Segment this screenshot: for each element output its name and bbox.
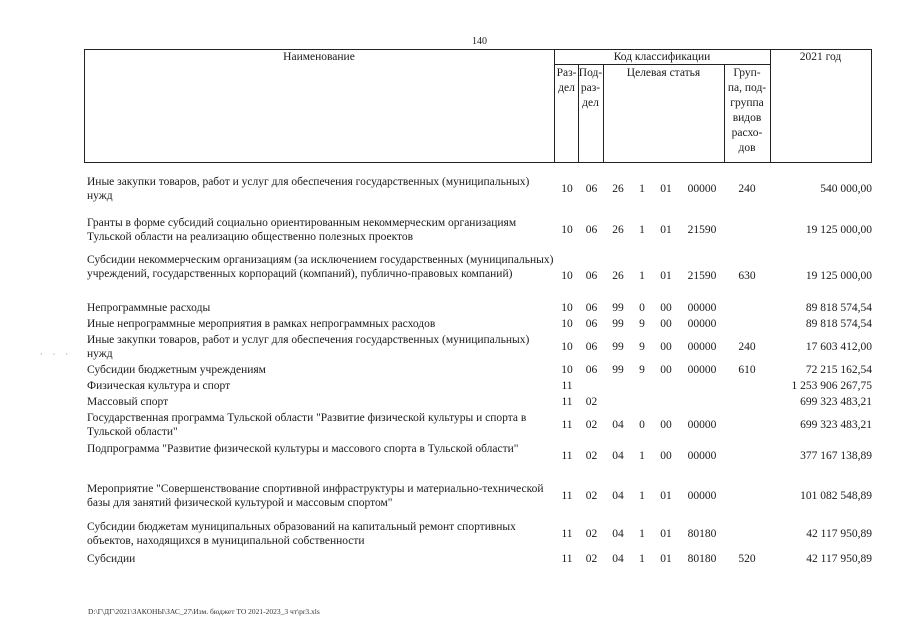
razdel-cell: 11	[561, 450, 573, 462]
target-direction-cell: 00000	[687, 450, 717, 462]
target-subprogram-cell: 9	[639, 341, 645, 353]
expense-group-cell: 610	[738, 364, 756, 376]
target-subprogram-cell: 9	[639, 318, 645, 330]
target-direction-cell: 00000	[687, 490, 717, 502]
target-direction-cell: 00000	[687, 183, 717, 195]
target-event-cell: 01	[660, 183, 672, 195]
header-name: Наименование	[283, 51, 355, 63]
row-name: Субсидии бюджетам муниципальных образований на капитальный ремонт спортивных объектов, находящихся в муниципальной собственности	[87, 521, 516, 547]
header-code: Код классификации	[613, 51, 711, 63]
target-event-cell: 01	[660, 270, 672, 282]
target-direction-cell: 21590	[687, 224, 717, 236]
target-subprogram-cell: 1	[639, 450, 645, 462]
row-name: Подпрограмма "Развитие физической культуры и массового спорта в Тульской области"	[87, 443, 519, 455]
podrazdel-cell: 02	[585, 553, 598, 565]
podrazdel-cell: 06	[585, 364, 598, 376]
amount-cell: 377 167 138,89	[800, 450, 872, 462]
razdel-cell: 11	[561, 419, 573, 431]
header-year: 2021 год	[799, 51, 842, 63]
page-number: 140	[472, 36, 487, 47]
amount-cell: 72 215 162,54	[805, 364, 872, 376]
razdel-cell: 11	[561, 396, 573, 408]
amount-cell: 699 323 483,21	[800, 419, 872, 431]
header-group	[724, 66, 770, 156]
header-group-line: дов	[738, 142, 756, 154]
row-name: Государственная программа Тульской области "Развитие физической культуры и спорта в Тульской области"	[87, 412, 527, 438]
podrazdel-cell: 06	[585, 224, 598, 236]
razdel-cell: 11	[561, 490, 573, 502]
header-left-border	[84, 49, 85, 163]
amount-cell: 89 818 574,54	[805, 302, 872, 314]
target-direction-cell: 80180	[687, 528, 717, 540]
header-group-line: видов	[732, 112, 762, 124]
header-podrazdel-line: дел	[582, 97, 599, 109]
target-program-cell: 26	[612, 224, 624, 236]
target-subprogram-cell: 1	[639, 528, 645, 540]
razdel-cell: 10	[561, 270, 573, 282]
razdel-cell: 11	[561, 528, 573, 540]
target-program-cell: 99	[612, 318, 624, 330]
target-event-cell: 00	[660, 450, 672, 462]
header-group-line: расхо-	[731, 127, 763, 139]
target-subprogram-cell: 0	[639, 419, 645, 431]
header-podrazdel-line: Под-	[578, 67, 603, 79]
footer-path: D:\Г\ДГ\2021\ЗАКОНЫ\ЗАС_27\Изм. бюджет ТО 2021-2023_3 чт\pr3.xls	[88, 607, 320, 616]
target-subprogram-cell: 1	[639, 553, 645, 565]
row-name: Субсидии некоммерческим организациям (за исключением государственных (муниципальных) учреждений, государственных корпораций (компаний), публично-правовых компаний)	[87, 254, 554, 280]
header-bottom-border	[84, 162, 872, 163]
header-right-border	[871, 49, 872, 163]
target-subprogram-cell: 1	[639, 270, 645, 282]
target-program-cell: 04	[612, 553, 624, 565]
podrazdel-cell: 02	[585, 490, 598, 502]
target-subprogram-cell: 1	[639, 183, 645, 195]
row-name: Субсидии бюджетным учреждениям	[87, 364, 266, 376]
expense-group-cell: 240	[738, 341, 756, 353]
amount-cell: 42 117 950,89	[806, 553, 872, 565]
amount-cell: 19 125 000,00	[805, 224, 872, 236]
target-direction-cell: 21590	[687, 270, 717, 282]
target-direction-cell: 00000	[687, 341, 717, 353]
target-program-cell: 26	[612, 270, 624, 282]
target-program-cell: 99	[612, 341, 624, 353]
expense-group-cell: 240	[738, 183, 756, 195]
amount-cell: 19 125 000,00	[805, 270, 872, 282]
amount-cell: 89 818 574,54	[805, 318, 872, 330]
row-name: Иные закупки товаров, работ и услуг для обеспечения государственных (муниципальных) нужд	[87, 176, 530, 202]
header-group-line: группа	[730, 97, 764, 109]
amount-cell: 101 082 548,89	[800, 490, 872, 502]
header-razdel-line: дел	[558, 82, 575, 94]
header-group-line: па, под-	[727, 82, 767, 94]
razdel-cell: 11	[561, 553, 573, 565]
row-name: Массовый спорт	[87, 396, 169, 408]
row-name: Непрограммные расходы	[87, 302, 211, 314]
target-event-cell: 01	[660, 490, 672, 502]
header-podrazdel	[578, 66, 603, 111]
podrazdel-cell: 02	[585, 528, 598, 540]
podrazdel-cell: 06	[585, 341, 598, 353]
razdel-cell: 10	[561, 318, 573, 330]
expense-group-cell: 520	[738, 553, 756, 565]
target-direction-cell: 00000	[687, 302, 717, 314]
target-event-cell: 00	[660, 302, 672, 314]
header-podrazdel-line: раз-	[580, 82, 601, 94]
target-program-cell: 99	[612, 364, 624, 376]
target-subprogram-cell: 9	[639, 364, 645, 376]
target-event-cell: 00	[660, 419, 672, 431]
target-event-cell: 00	[660, 318, 672, 330]
row-name: Субсидии	[87, 553, 136, 565]
razdel-cell: 10	[561, 224, 573, 236]
target-program-cell: 04	[612, 419, 624, 431]
razdel-cell: 10	[561, 302, 573, 314]
razdel-cell: 11	[561, 380, 573, 392]
target-event-cell: 01	[660, 224, 672, 236]
podrazdel-cell: 02	[585, 396, 598, 408]
target-subprogram-cell: 1	[639, 490, 645, 502]
row-name: Гранты в форме субсидий социально ориентированным некоммерческим организациям Тульской области на реализацию общественно полезных проектов	[87, 217, 517, 243]
razdel-cell: 10	[561, 364, 573, 376]
amount-cell: 540 000,00	[820, 183, 872, 195]
target-event-cell: 00	[660, 364, 672, 376]
target-event-cell: 00	[660, 341, 672, 353]
target-direction-cell: 80180	[687, 553, 717, 565]
header-razdel-line: Раз-	[556, 67, 577, 79]
podrazdel-cell: 06	[585, 270, 598, 282]
amount-cell: 699 323 483,21	[800, 396, 872, 408]
header-sep-group	[770, 49, 771, 163]
target-event-cell: 01	[660, 553, 672, 565]
podrazdel-cell: 06	[585, 318, 598, 330]
amount-cell: 42 117 950,89	[806, 528, 872, 540]
target-direction-cell: 00000	[687, 318, 717, 330]
amount-cell: 17 603 412,00	[805, 341, 872, 353]
amount-cell: 1 253 906 267,75	[791, 380, 872, 392]
scan-marks: · · ·	[40, 350, 72, 359]
header-razdel	[554, 66, 579, 96]
target-program-cell: 26	[612, 183, 624, 195]
podrazdel-cell: 02	[585, 419, 598, 431]
podrazdel-cell: 06	[585, 183, 598, 195]
target-program-cell: 04	[612, 528, 624, 540]
target-program-cell: 04	[612, 450, 624, 462]
razdel-cell: 10	[561, 183, 573, 195]
expense-group-cell: 630	[738, 270, 756, 282]
header-group-line: Груп-	[733, 67, 761, 79]
target-program-cell: 04	[612, 490, 624, 502]
row-name: Иные закупки товаров, работ и услуг для обеспечения государственных (муниципальных) нужд	[87, 334, 530, 360]
target-program-cell: 99	[612, 302, 624, 314]
podrazdel-cell: 02	[585, 450, 598, 462]
header-target: Целевая статья	[626, 67, 701, 79]
target-subprogram-cell: 0	[639, 302, 645, 314]
target-direction-cell: 00000	[687, 364, 717, 376]
row-name: Физическая культура и спорт	[87, 380, 231, 392]
razdel-cell: 10	[561, 341, 573, 353]
row-name: Иные непрограммные мероприятия в рамках непрограммных расходов	[87, 318, 436, 330]
target-direction-cell: 00000	[687, 419, 717, 431]
podrazdel-cell: 06	[585, 302, 598, 314]
target-event-cell: 01	[660, 528, 672, 540]
row-name: Мероприятие "Совершенствование спортивной инфраструктуры и материально-технической базы для занятий физической культурой и массовым спортом"	[87, 483, 544, 509]
target-subprogram-cell: 1	[639, 224, 645, 236]
